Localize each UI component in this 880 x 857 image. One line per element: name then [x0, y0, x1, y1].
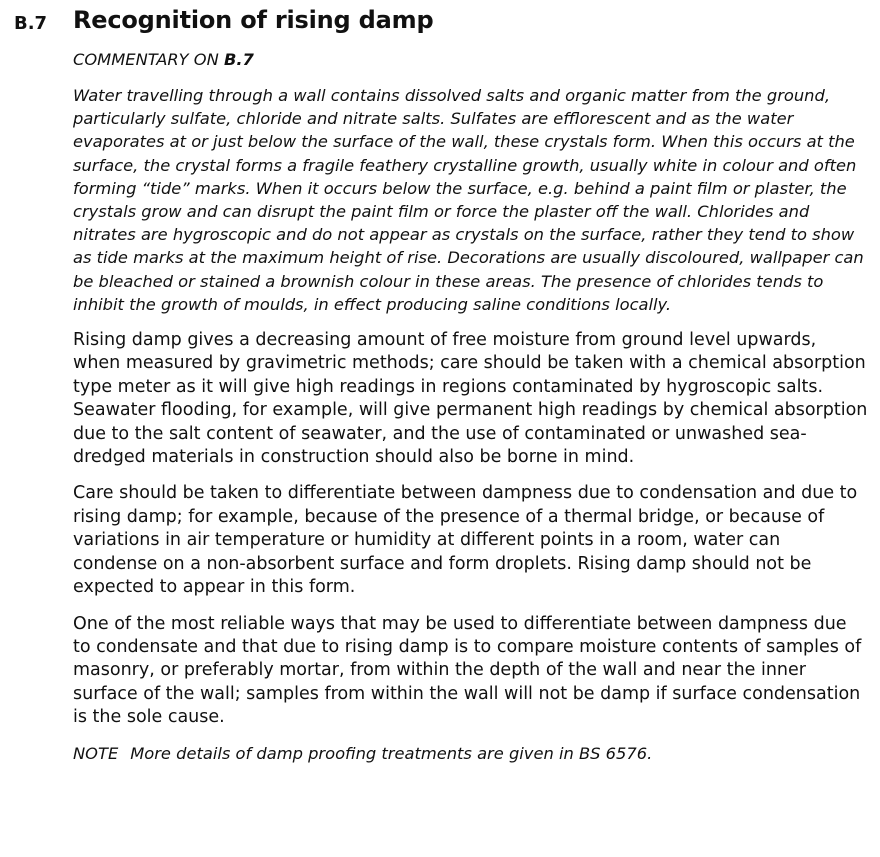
paragraph-differentiation: One of the most reliable ways that may be used to differentiate between dampness due to condensate and that due to rising damp is to compare moisture contents of samples of masonry, or preferably mortar, from within the depth of the wall and near the inner surface of the wall; samples from within the wall will not be damp if surface condensation is the sole cause.: [73, 613, 862, 728]
paragraph-condensation: Care should be taken to differentiate between dampness due to condensation and due to rising damp; for example, because of the presence of a thermal bridge, or because of variations in air temperature or humidity at different points in a room, water can condense on a non-absorbent surface and form droplets. Rising damp should not be expected to appear in this form.: [73, 483, 858, 598]
paragraph-gravimetric: Rising damp gives a decreasing amount of free moisture from ground level upwards, when measured by gravimetric methods; care should be taken with a chemical absorption type meter as it will give high readings in regions contaminated by hygroscopic salts. Seawater flooding, for example, will give permanent high readings by chemical absorption due to the salt content of seawater, and the use of contaminated or unwashed sea-dredged materials in construction should also be borne in mind.: [73, 330, 868, 468]
section-title: Recognition of rising damp: [73, 6, 434, 34]
section-body: [73, 50, 868, 765]
commentary-heading: [73, 50, 868, 70]
commentary-heading-prefix: COMMENTARY ON: [73, 50, 224, 69]
note: [73, 743, 868, 765]
section-number: B.7: [14, 13, 48, 34]
note-label: NOTE: [73, 743, 119, 763]
commentary-text: Water travelling through a wall contains dissolved salts and organic matter from the ground, particularly sulfate, chloride and nitrate salts. Sulfates are efflorescent and as the water evaporates at or just below the surface of the wall, these crystals form. When this occurs at the surface, the crystal forms a fragile feathery crystalline growth, usually white in colour and often forming “tide” marks. When it occurs below the surface, e.g. behind a paint film or plaster, the crystals grow and can disrupt the paint film or force the plaster off the wall. Chlorides and nitrates are hygroscopic and do not appear as crystals on the surface, rather they tend to show as tide marks at the maximum height of rise. Decorations are usually discoloured, wallpaper can be bleached or stained a brownish colour in these areas. The presence of chlorides tends to inhibit the growth of moulds, in effect producing saline conditions locally.: [73, 86, 864, 314]
note-text: More details of damp proofing treatments are given in BS 6576.: [130, 743, 653, 763]
commentary-heading-ref: B.7: [223, 50, 254, 69]
